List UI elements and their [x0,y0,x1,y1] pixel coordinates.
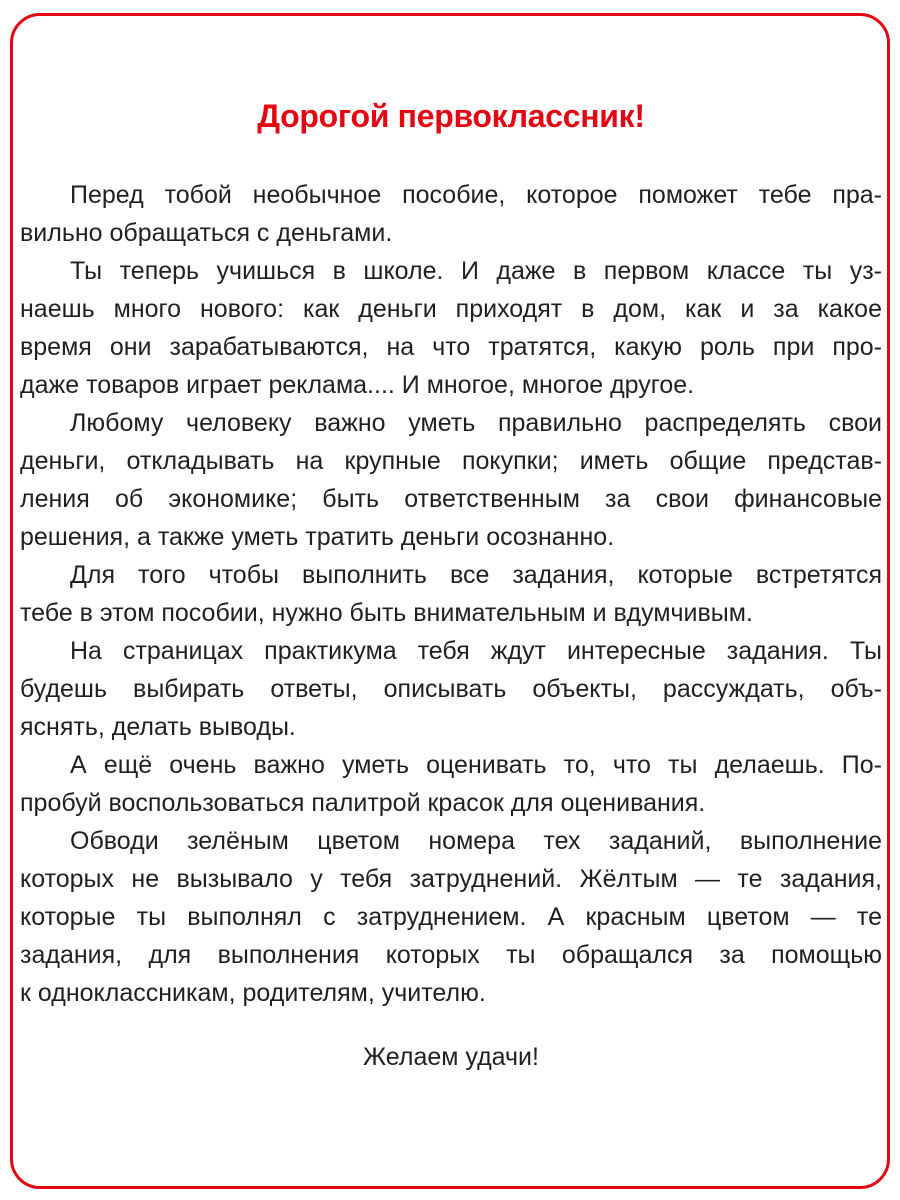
paragraph-4 [20,556,882,632]
text-line: время они зарабатываются, на что тратятся, какую роль при про- [20,333,882,361]
text-line: даже товаров играет реклама.... И многое, многое другое. [20,371,695,399]
paragraph-1 [20,176,882,252]
text-line: яснять, делать выводы. [20,713,296,741]
text-line: А ещё очень важно уметь оценивать то, что ты делаешь. По- [70,751,882,779]
text-line: решения, а также уметь тратить деньги осознанно. [20,523,615,551]
text-line: Любому человеку важно уметь правильно распределять свои [70,409,882,437]
paragraph-7 [20,822,882,1012]
paragraph-2 [20,252,882,404]
closing-line: Желаем удачи! [363,1043,539,1071]
text-line: ления об экономике; быть ответственным за свои финансовые [20,485,882,513]
text-line: Ты теперь учишься в школе. И даже в первом классе ты уз- [70,257,882,285]
text-line: наешь много нового: как деньги приходят в дом, как и за какое [20,295,882,323]
text-line: задания, для выполнения которых ты обращался за помощью [20,941,882,969]
text-line: к одноклассникам, родителям, учителю. [20,979,486,1007]
page-title: Дорогой первоклассник! [257,98,645,134]
text-line: вильно обращаться с деньгами. [20,219,393,247]
text-line: которых не вызывало у тебя затруднений. Жёлтым — те задания, [20,865,882,893]
text-line: Для того чтобы выполнить все задания, которые встретятся [70,561,882,589]
paragraph-6 [20,746,882,822]
page-content [0,96,900,1076]
body-text [20,176,882,1012]
paragraph-3 [20,404,882,556]
text-line: тебе в этом пособии, нужно быть внимательным и вдумчивым. [20,599,753,627]
paragraph-5 [20,632,882,746]
text-line: которые ты выполнял с затруднением. А красным цветом — те [20,903,882,931]
text-line: Обводи зелёным цветом номера тех заданий, выполнение [70,827,882,855]
text-line: будешь выбирать ответы, описывать объекты, рассуждать, объ- [20,675,882,703]
text-line: пробуй воспользоваться палитрой красок для оценивания. [20,789,706,817]
text-line: Перед тобой необычное пособие, которое поможет тебе пра- [70,181,882,209]
text-line: На страницах практикума тебя ждут интересные задания. Ты [70,637,882,665]
text-line: деньги, откладывать на крупные покупки; иметь общие представ- [20,447,882,475]
